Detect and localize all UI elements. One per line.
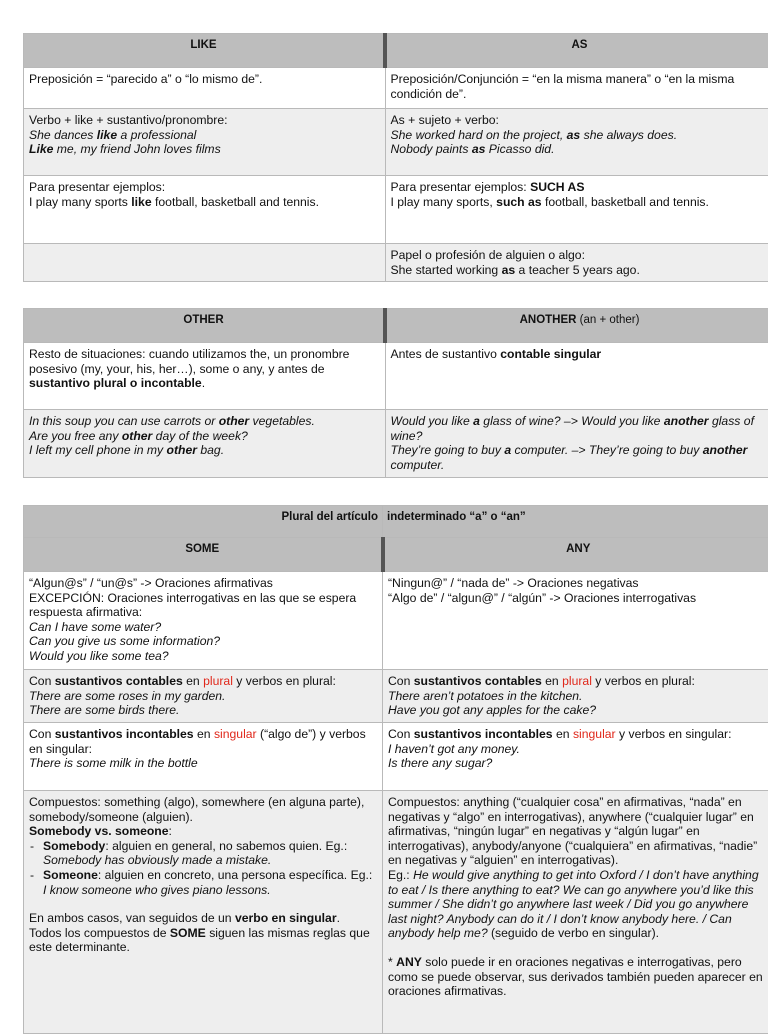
header-any: ANY [383, 538, 768, 572]
as-usage-cell: As + sujeto + verbo: She worked hard on the project, as she always does. Nobody paints as Picasso did. [385, 109, 768, 176]
somebody-someone-list [29, 839, 377, 897]
some-meaning-cell: “Algun@s” / “un@s” -> Oraciones afirmativas EXCEPCIÓN: Oraciones interrogativas en las que se espera respuesta afirmativa: Can I have some water? Can you give us some information? Would you like some tea? [24, 572, 383, 670]
as-examples-cell: Para presentar ejemplos: SUCH AS I play many sports, such as football, basketball and tennis. [385, 176, 768, 244]
any-countable-cell: Con sustantivos contables en plural y verbos en plural: There aren’t potatoes in the kitchen. Have you got any apples for the cake? [383, 670, 768, 723]
another-rule-cell: Antes de sustantivo contable singular [385, 343, 768, 410]
plural-article-caption-right: indeterminado “a” o “an” [383, 506, 768, 538]
header-another: ANOTHER (an + other) [385, 309, 768, 343]
list-item: - Someone: alguien en concreto, una persona específica. Eg.: I know someone who gives piano lessons. [43, 868, 377, 897]
header-some: SOME [24, 538, 383, 572]
header-like: LIKE [24, 34, 386, 68]
any-meaning-cell: “Ningun@” / “nada de” -> Oraciones negativas “Algo de” / “algun@” / “algún” -> Oraciones interrogativas [383, 572, 768, 670]
like-examples-cell: Para presentar ejemplos: I play many sports like football, basketball and tennis. [24, 176, 386, 244]
any-uncountable-cell: Con sustantivos incontables en singular y verbos en singular: I haven’t got any money. Is there any sugar? [383, 723, 768, 791]
list-item: - Somebody: alguien en general, no sabemos quien. Eg.: Somebody has obviously made a mistake. [43, 839, 377, 868]
some-any-table [23, 505, 768, 1034]
like-definition: Preposición = “parecido a” o “lo mismo de”. [24, 68, 386, 109]
other-another-table [23, 308, 768, 478]
some-uncountable-cell: Con sustantivos incontables en singular (“algo de”) y verbos en singular: There is some milk in the bottle [24, 723, 383, 791]
header-as: AS [385, 34, 768, 68]
header-other: OTHER [24, 309, 386, 343]
as-profession-cell: Papel o profesión de alguien o algo: She started working as a teacher 5 years ago. [385, 244, 768, 282]
like-usage-cell: Verbo + like + sustantivo/pronombre: She dances like a professional Like me, my friend John loves films [24, 109, 386, 176]
other-rule-cell: Resto de situaciones: cuando utilizamos the, un pronombre posesivo (my, your, his, her…), some o any, y antes de sustantivo plural o incontable. [24, 343, 386, 410]
any-compounds-cell: Compuestos: anything (“cualquier cosa” en afirmativas, “nada” en negativas y “algo” en interrogativas), anywhere (“cualquier lugar” en afirmativas, “ningún lugar” en negativas y “algún lugar” en interrogativas), anybody/anyone (“cualquiera” en afirmativas, “nadie” en negativas y “alguien” en interrogativas). Eg.: He would give anything to get into Oxford / I don’t have anything to eat / Is there anything to eat? We can go anywhere you’d like this summer / She didn’t go anywhere last week / Did you go anywhere last night? Anybody can do it / I don’t know anybody here. / Can anybody help me? (seguido de verbo en singular). * ANY solo puede ir en oraciones negativas e interrogativas, pero como se puede observar, sus derivados también pueden aparecer en oraciones afirmativas. [383, 791, 768, 1034]
as-definition: Preposición/Conjunción = “en la misma manera” o “en la misma condición de”. [385, 68, 768, 109]
plural-article-caption-left: Plural del artículo [24, 506, 383, 538]
another-examples-cell: Would you like a glass of wine? –> Would you like another glass of wine? They’re going to buy a computer. –> They’re going to buy another computer. [385, 410, 768, 478]
like-empty-cell [24, 244, 386, 282]
some-countable-cell: Con sustantivos contables en plural y verbos en plural: There are some roses in my garden. There are some birds there. [24, 670, 383, 723]
like-as-table [23, 33, 768, 282]
some-compounds-cell: Compuestos: something (algo), somewhere (en alguna parte), somebody/someone (alguien). Somebody vs. someone: - Somebody: alguien en general, no sabemos quien. Eg.: Somebody has obviously made a mistake. - Someone: alguien en concreto, una persona específica. Eg.: I know someone who gives piano lessons. En ambos casos, van seguidos de un verbo en singular. Todos los compuestos de SOME siguen las mismas reglas que este determinante. [24, 791, 383, 1034]
other-examples-cell: In this soup you can use carrots or other vegetables. Are you free any other day of the week? I left my cell phone in my other bag. [24, 410, 386, 478]
